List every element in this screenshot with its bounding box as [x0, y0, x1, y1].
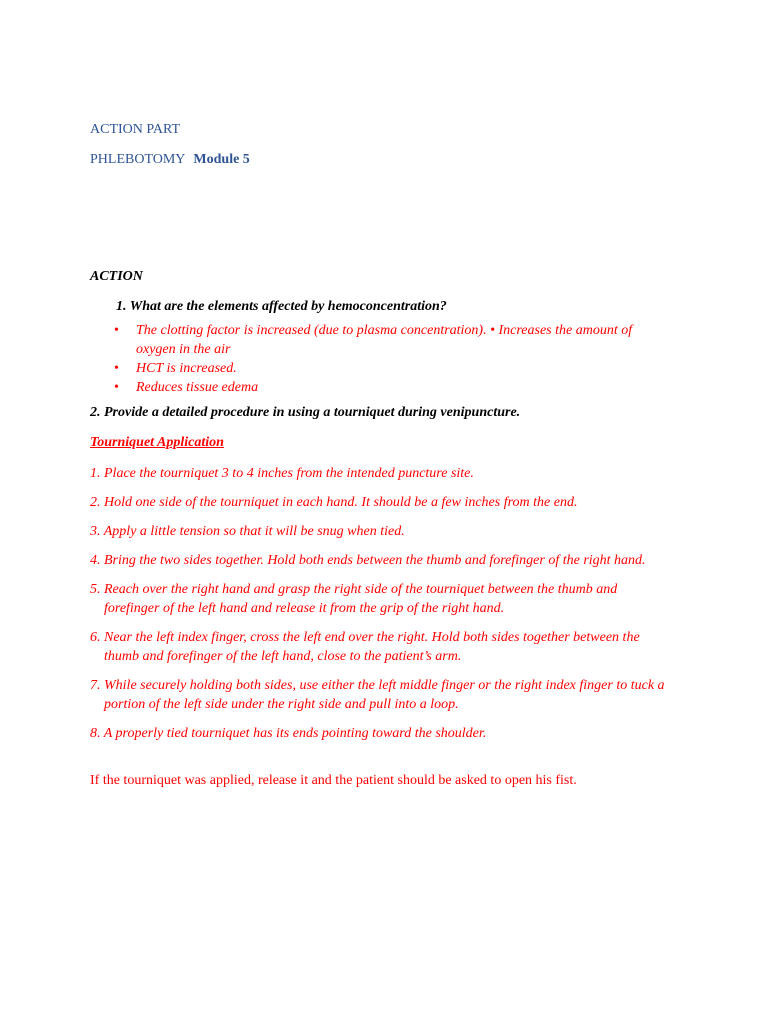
procedure-step: 3. Apply a little tension so that it will be snug when tied. [90, 524, 405, 539]
question-1: 1. What are the elements affected by hemoconcentration? [116, 299, 447, 314]
procedure-step: 2. Hold one side of the tourniquet in each hand. It should be a few inches from the end. [90, 495, 578, 510]
header-module-number: Module 5 [193, 152, 250, 167]
procedure-step: 4. Bring the two sides together. Hold both ends between the thumb and forefinger of the right hand. [90, 553, 646, 568]
header-module-line [90, 152, 250, 168]
procedure-step: 8. A properly tied tourniquet has its ends pointing toward the shoulder. [90, 726, 487, 741]
answer-bullet-item [114, 321, 674, 359]
closing-instruction: If the tourniquet was applied, release it and the patient should be asked to open his fist. [90, 773, 577, 788]
header-action-part: ACTION PART [90, 122, 181, 137]
answer-bullet-item [114, 359, 674, 378]
procedure-step: 6. Near the left index finger, cross the left end over the right. Hold both sides together between the thumb and forefinger of the left hand, close to the patient’s arm. [90, 630, 640, 664]
answer-bullet-item [114, 378, 674, 397]
procedure-step: 5. Reach over the right hand and grasp the right side of the tourniquet between the thumb and forefinger of the left hand and release it from the grip of the right hand. [90, 582, 618, 616]
procedure-step: 7. While securely holding both sides, use either the left middle finger or the right index finger to tuck a portion of the left side under the right side and pull into a loop. [90, 678, 665, 712]
bullet-icon: • [114, 380, 119, 395]
answer-bullet-text: The clotting factor is increased (due to plasma concentration). • Increases the amount of oxygen in the air [136, 323, 633, 357]
answer-bullet-text: HCT is increased. [136, 361, 237, 376]
bullet-icon: • [114, 323, 119, 338]
bullet-icon: • [114, 361, 119, 376]
tourniquet-steps-list [90, 464, 670, 753]
tourniquet-application-heading: Tourniquet Application [90, 435, 224, 450]
header-phlebotomy: PHLEBOTOMY [90, 152, 186, 167]
question-1-answer-list [114, 321, 674, 397]
procedure-step: 1. Place the tourniquet 3 to 4 inches from the intended puncture site. [90, 466, 474, 481]
answer-bullet-text: Reduces tissue edema [136, 380, 259, 395]
section-title-action: ACTION [90, 269, 143, 284]
question-2: 2. Provide a detailed procedure in using a tourniquet during venipuncture. [90, 405, 521, 420]
